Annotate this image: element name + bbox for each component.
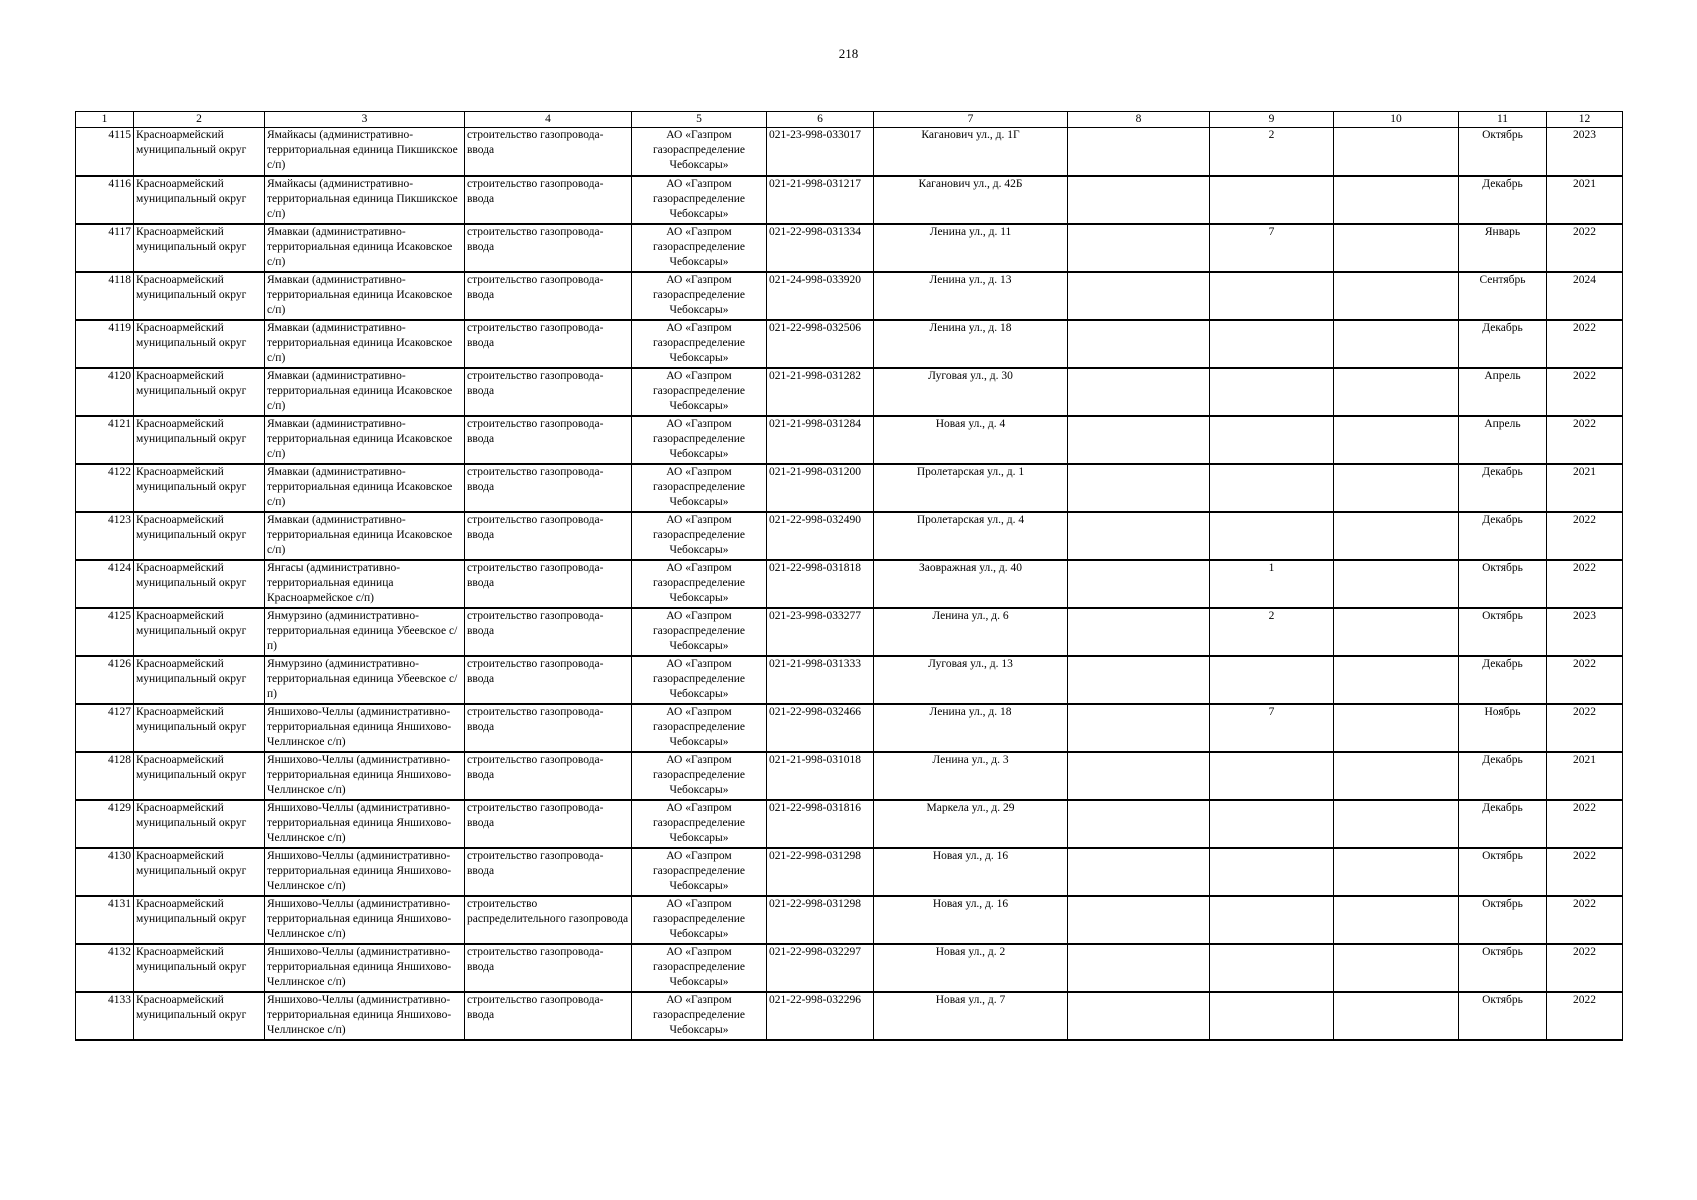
year-cell: 2023	[1547, 608, 1623, 656]
organization-cell: АО «Газпром газораспределение Чебоксары»	[632, 896, 767, 944]
organization-cell: АО «Газпром газораспределение Чебоксары»	[632, 368, 767, 416]
work-type-cell: строительство газопровода-ввода	[465, 560, 632, 608]
work-type-cell: строительство газопровода-ввода	[465, 992, 632, 1040]
column-header-12: 12	[1547, 112, 1623, 128]
organization-cell: АО «Газпром газораспределение Чебоксары»	[632, 752, 767, 800]
address-cell: Новая ул., д. 16	[874, 896, 1068, 944]
district-cell: Красноармейский муниципальный округ	[134, 656, 265, 704]
row-number: 4130	[76, 848, 134, 896]
locality-cell: Ямавкаи (административно-территориальная единица Исаковское с/п)	[265, 272, 465, 320]
organization-cell: АО «Газпром газораспределение Чебоксары»	[632, 560, 767, 608]
district-cell: Красноармейский муниципальный округ	[134, 848, 265, 896]
work-type-cell: строительство газопровода-ввода	[465, 752, 632, 800]
object-code-cell: 021-21-998-031217	[767, 176, 874, 224]
column-9-cell	[1210, 464, 1334, 512]
column-header-2: 2	[134, 112, 265, 128]
column-8-cell	[1068, 800, 1210, 848]
column-8-cell	[1068, 992, 1210, 1040]
locality-cell: Ямавкаи (административно-территориальная единица Исаковское с/п)	[265, 416, 465, 464]
month-cell: Декабрь	[1459, 320, 1547, 368]
column-8-cell	[1068, 944, 1210, 992]
column-8-cell	[1068, 752, 1210, 800]
address-cell: Новая ул., д. 7	[874, 992, 1068, 1040]
column-header-4: 4	[465, 112, 632, 128]
column-header-5: 5	[632, 112, 767, 128]
column-10-cell	[1334, 752, 1459, 800]
address-cell: Новая ул., д. 16	[874, 848, 1068, 896]
column-8-cell	[1068, 608, 1210, 656]
district-cell: Красноармейский муниципальный округ	[134, 992, 265, 1040]
table-row	[76, 416, 1623, 464]
address-cell: Каганович ул., д. 42Б	[874, 176, 1068, 224]
organization-cell: АО «Газпром газораспределение Чебоксары»	[632, 464, 767, 512]
row-number: 4122	[76, 464, 134, 512]
row-number: 4124	[76, 560, 134, 608]
column-9-cell: 7	[1210, 704, 1334, 752]
work-type-cell: строительство газопровода-ввода	[465, 848, 632, 896]
column-9-cell	[1210, 368, 1334, 416]
month-cell: Апрель	[1459, 368, 1547, 416]
column-10-cell	[1334, 272, 1459, 320]
year-cell: 2024	[1547, 272, 1623, 320]
address-cell: Ленина ул., д. 11	[874, 224, 1068, 272]
column-8-cell	[1068, 560, 1210, 608]
column-10-cell	[1334, 368, 1459, 416]
address-cell: Ленина ул., д. 18	[874, 704, 1068, 752]
object-code-cell: 021-22-998-032490	[767, 512, 874, 560]
column-8-cell	[1068, 416, 1210, 464]
locality-cell: Яншихово-Челлы (административно-территориальная единица Яншихово-Челлинское с/п)	[265, 944, 465, 992]
row-number: 4123	[76, 512, 134, 560]
district-cell: Красноармейский муниципальный округ	[134, 224, 265, 272]
work-type-cell: строительство газопровода-ввода	[465, 320, 632, 368]
object-code-cell: 021-22-998-031298	[767, 896, 874, 944]
column-10-cell	[1334, 944, 1459, 992]
organization-cell: АО «Газпром газораспределение Чебоксары»	[632, 704, 767, 752]
month-cell: Октябрь	[1459, 896, 1547, 944]
column-header-7: 7	[874, 112, 1068, 128]
organization-cell: АО «Газпром газораспределение Чебоксары»	[632, 128, 767, 176]
address-cell: Каганович ул., д. 1Г	[874, 128, 1068, 176]
district-cell: Красноармейский муниципальный округ	[134, 368, 265, 416]
column-header-1: 1	[76, 112, 134, 128]
row-number: 4129	[76, 800, 134, 848]
column-9-cell	[1210, 320, 1334, 368]
column-10-cell	[1334, 416, 1459, 464]
month-cell: Октябрь	[1459, 560, 1547, 608]
column-8-cell	[1068, 704, 1210, 752]
table-header	[76, 112, 1623, 128]
table-row	[76, 704, 1623, 752]
organization-cell: АО «Газпром газораспределение Чебоксары»	[632, 416, 767, 464]
organization-cell: АО «Газпром газораспределение Чебоксары»	[632, 320, 767, 368]
month-cell: Октябрь	[1459, 608, 1547, 656]
column-9-cell	[1210, 800, 1334, 848]
district-cell: Красноармейский муниципальный округ	[134, 512, 265, 560]
year-cell: 2022	[1547, 944, 1623, 992]
column-10-cell	[1334, 992, 1459, 1040]
locality-cell: Янмурзино (административно-территориальная единица Убеевское с/п)	[265, 608, 465, 656]
object-code-cell: 021-21-998-031333	[767, 656, 874, 704]
month-cell: Октябрь	[1459, 848, 1547, 896]
object-code-cell: 021-22-998-031334	[767, 224, 874, 272]
month-cell: Октябрь	[1459, 992, 1547, 1040]
column-10-cell	[1334, 896, 1459, 944]
table-row	[76, 896, 1623, 944]
month-cell: Апрель	[1459, 416, 1547, 464]
organization-cell: АО «Газпром газораспределение Чебоксары»	[632, 800, 767, 848]
organization-cell: АО «Газпром газораспределение Чебоксары»	[632, 944, 767, 992]
address-cell: Ленина ул., д. 3	[874, 752, 1068, 800]
column-9-cell	[1210, 992, 1334, 1040]
row-number: 4127	[76, 704, 134, 752]
address-cell: Заовражная ул., д. 40	[874, 560, 1068, 608]
row-number: 4120	[76, 368, 134, 416]
year-cell: 2022	[1547, 560, 1623, 608]
column-10-cell	[1334, 464, 1459, 512]
work-type-cell: строительство газопровода-ввода	[465, 800, 632, 848]
address-cell: Ленина ул., д. 13	[874, 272, 1068, 320]
column-9-cell	[1210, 272, 1334, 320]
column-10-cell	[1334, 512, 1459, 560]
organization-cell: АО «Газпром газораспределение Чебоксары»	[632, 224, 767, 272]
organization-cell: АО «Газпром газораспределение Чебоксары»	[632, 992, 767, 1040]
locality-cell: Яншихово-Челлы (административно-территориальная единица Яншихово-Челлинское с/п)	[265, 752, 465, 800]
table-row	[76, 560, 1623, 608]
address-cell: Ленина ул., д. 18	[874, 320, 1068, 368]
address-cell: Луговая ул., д. 30	[874, 368, 1068, 416]
locality-cell: Ямавкаи (административно-территориальная единица Исаковское с/п)	[265, 368, 465, 416]
month-cell: Декабрь	[1459, 656, 1547, 704]
year-cell: 2022	[1547, 368, 1623, 416]
table-row	[76, 512, 1623, 560]
row-number: 4131	[76, 896, 134, 944]
district-cell: Красноармейский муниципальный округ	[134, 176, 265, 224]
year-cell: 2022	[1547, 656, 1623, 704]
object-code-cell: 021-22-998-032296	[767, 992, 874, 1040]
table-row	[76, 224, 1623, 272]
locality-cell: Ямавкаи (административно-территориальная единица Исаковское с/п)	[265, 224, 465, 272]
object-code-cell: 021-22-998-031298	[767, 848, 874, 896]
locality-cell: Янгасы (административно-территориальная единица Красноармейское с/п)	[265, 560, 465, 608]
work-type-cell: строительство газопровода-ввода	[465, 128, 632, 176]
locality-cell: Яншихово-Челлы (административно-территориальная единица Яншихово-Челлинское с/п)	[265, 992, 465, 1040]
column-8-cell	[1068, 512, 1210, 560]
work-type-cell: строительство газопровода-ввода	[465, 272, 632, 320]
address-cell: Новая ул., д. 4	[874, 416, 1068, 464]
object-code-cell: 021-23-998-033017	[767, 128, 874, 176]
column-8-cell	[1068, 848, 1210, 896]
locality-cell: Яншихово-Челлы (административно-территориальная единица Яншихово-Челлинское с/п)	[265, 704, 465, 752]
column-9-cell: 2	[1210, 128, 1334, 176]
column-9-cell: 7	[1210, 224, 1334, 272]
work-type-cell: строительство газопровода-ввода	[465, 416, 632, 464]
month-cell: Декабрь	[1459, 752, 1547, 800]
year-cell: 2023	[1547, 128, 1623, 176]
work-type-cell: строительство газопровода-ввода	[465, 368, 632, 416]
object-code-cell: 021-22-998-032297	[767, 944, 874, 992]
locality-cell: Яншихово-Челлы (административно-территориальная единица Яншихово-Челлинское с/п)	[265, 896, 465, 944]
month-cell: Сентябрь	[1459, 272, 1547, 320]
row-number: 4115	[76, 128, 134, 176]
address-cell: Маркела ул., д. 29	[874, 800, 1068, 848]
month-cell: Декабрь	[1459, 176, 1547, 224]
column-header-9: 9	[1210, 112, 1334, 128]
work-type-cell: строительство газопровода-ввода	[465, 656, 632, 704]
row-number: 4121	[76, 416, 134, 464]
column-10-cell	[1334, 128, 1459, 176]
address-cell: Пролетарская ул., д. 1	[874, 464, 1068, 512]
table-row	[76, 944, 1623, 992]
work-type-cell: строительство газопровода-ввода	[465, 704, 632, 752]
table-row	[76, 752, 1623, 800]
work-type-cell: строительство газопровода-ввода	[465, 608, 632, 656]
table-row	[76, 368, 1623, 416]
row-number: 4118	[76, 272, 134, 320]
row-number: 4133	[76, 992, 134, 1040]
month-cell: Декабрь	[1459, 464, 1547, 512]
locality-cell: Ямайкасы (административно-территориальная единица Пикшикское с/п)	[265, 176, 465, 224]
column-header-6: 6	[767, 112, 874, 128]
column-8-cell	[1068, 176, 1210, 224]
table-row	[76, 656, 1623, 704]
district-cell: Красноармейский муниципальный округ	[134, 944, 265, 992]
district-cell: Красноармейский муниципальный округ	[134, 320, 265, 368]
address-cell: Новая ул., д. 2	[874, 944, 1068, 992]
column-header-3: 3	[265, 112, 465, 128]
column-10-cell	[1334, 800, 1459, 848]
column-header-11: 11	[1459, 112, 1547, 128]
district-cell: Красноармейский муниципальный округ	[134, 464, 265, 512]
organization-cell: АО «Газпром газораспределение Чебоксары»	[632, 512, 767, 560]
table-row	[76, 176, 1623, 224]
year-cell: 2022	[1547, 512, 1623, 560]
column-10-cell	[1334, 560, 1459, 608]
object-code-cell: 021-21-998-031282	[767, 368, 874, 416]
work-type-cell: строительство газопровода-ввода	[465, 512, 632, 560]
district-cell: Красноармейский муниципальный округ	[134, 608, 265, 656]
year-cell: 2022	[1547, 704, 1623, 752]
locality-cell: Яншихово-Челлы (административно-территориальная единица Яншихово-Челлинское с/п)	[265, 800, 465, 848]
object-code-cell: 021-23-998-033277	[767, 608, 874, 656]
column-9-cell: 2	[1210, 608, 1334, 656]
row-number: 4119	[76, 320, 134, 368]
column-10-cell	[1334, 320, 1459, 368]
work-type-cell: строительство газопровода-ввода	[465, 944, 632, 992]
table-row	[76, 848, 1623, 896]
row-number: 4117	[76, 224, 134, 272]
district-cell: Красноармейский муниципальный округ	[134, 800, 265, 848]
column-8-cell	[1068, 896, 1210, 944]
month-cell: Октябрь	[1459, 128, 1547, 176]
column-9-cell	[1210, 896, 1334, 944]
row-number: 4128	[76, 752, 134, 800]
column-8-cell	[1068, 656, 1210, 704]
month-cell: Декабрь	[1459, 800, 1547, 848]
year-cell: 2022	[1547, 848, 1623, 896]
column-9-cell	[1210, 176, 1334, 224]
column-header-8: 8	[1068, 112, 1210, 128]
object-code-cell: 021-22-998-031818	[767, 560, 874, 608]
locality-cell: Яншихово-Челлы (административно-территориальная единица Яншихово-Челлинское с/п)	[265, 848, 465, 896]
object-code-cell: 021-21-998-031284	[767, 416, 874, 464]
gas-pipeline-registry-table	[75, 111, 1623, 1041]
column-10-cell	[1334, 608, 1459, 656]
year-cell: 2022	[1547, 896, 1623, 944]
locality-cell: Ямавкаи (административно-территориальная единица Исаковское с/п)	[265, 464, 465, 512]
object-code-cell: 021-22-998-032466	[767, 704, 874, 752]
row-number: 4116	[76, 176, 134, 224]
district-cell: Красноармейский муниципальный округ	[134, 704, 265, 752]
locality-cell: Ямайкасы (административно-территориальная единица Пикшикское с/п)	[265, 128, 465, 176]
organization-cell: АО «Газпром газораспределение Чебоксары»	[632, 272, 767, 320]
year-cell: 2022	[1547, 224, 1623, 272]
page-number: 218	[838, 46, 859, 61]
organization-cell: АО «Газпром газораспределение Чебоксары»	[632, 608, 767, 656]
district-cell: Красноармейский муниципальный округ	[134, 416, 265, 464]
year-cell: 2022	[1547, 416, 1623, 464]
column-8-cell	[1068, 464, 1210, 512]
locality-cell: Ямавкаи (административно-территориальная единица Исаковское с/п)	[265, 320, 465, 368]
column-9-cell: 1	[1210, 560, 1334, 608]
organization-cell: АО «Газпром газораспределение Чебоксары»	[632, 848, 767, 896]
object-code-cell: 021-21-998-031018	[767, 752, 874, 800]
column-10-cell	[1334, 848, 1459, 896]
district-cell: Красноармейский муниципальный округ	[134, 752, 265, 800]
month-cell: Январь	[1459, 224, 1547, 272]
address-cell: Ленина ул., д. 6	[874, 608, 1068, 656]
year-cell: 2022	[1547, 992, 1623, 1040]
address-cell: Луговая ул., д. 13	[874, 656, 1068, 704]
table-row	[76, 608, 1623, 656]
row-number: 4132	[76, 944, 134, 992]
month-cell: Октябрь	[1459, 944, 1547, 992]
object-code-cell: 021-22-998-031816	[767, 800, 874, 848]
district-cell: Красноармейский муниципальный округ	[134, 560, 265, 608]
work-type-cell: строительство газопровода-ввода	[465, 464, 632, 512]
year-cell: 2021	[1547, 176, 1623, 224]
table-row	[76, 272, 1623, 320]
header-row	[76, 112, 1623, 128]
table-row	[76, 320, 1623, 368]
organization-cell: АО «Газпром газораспределение Чебоксары»	[632, 656, 767, 704]
column-9-cell	[1210, 848, 1334, 896]
column-10-cell	[1334, 656, 1459, 704]
column-9-cell	[1210, 656, 1334, 704]
year-cell: 2021	[1547, 752, 1623, 800]
object-code-cell: 021-21-998-031200	[767, 464, 874, 512]
table-body	[76, 128, 1623, 1040]
year-cell: 2022	[1547, 320, 1623, 368]
column-10-cell	[1334, 224, 1459, 272]
district-cell: Красноармейский муниципальный округ	[134, 128, 265, 176]
object-code-cell: 021-22-998-032506	[767, 320, 874, 368]
row-number: 4126	[76, 656, 134, 704]
address-cell: Пролетарская ул., д. 4	[874, 512, 1068, 560]
column-8-cell	[1068, 272, 1210, 320]
work-type-cell: строительство газопровода-ввода	[465, 224, 632, 272]
row-number: 4125	[76, 608, 134, 656]
locality-cell: Янмурзино (административно-территориальная единица Убеевское с/п)	[265, 656, 465, 704]
month-cell: Ноябрь	[1459, 704, 1547, 752]
table-row	[76, 464, 1623, 512]
column-8-cell	[1068, 128, 1210, 176]
year-cell: 2021	[1547, 464, 1623, 512]
month-cell: Декабрь	[1459, 512, 1547, 560]
work-type-cell: строительство газопровода-ввода	[465, 176, 632, 224]
locality-cell: Ямавкаи (административно-территориальная единица Исаковское с/п)	[265, 512, 465, 560]
table-row	[76, 992, 1623, 1040]
object-code-cell: 021-24-998-033920	[767, 272, 874, 320]
column-header-10: 10	[1334, 112, 1459, 128]
table-row	[76, 800, 1623, 848]
column-10-cell	[1334, 704, 1459, 752]
column-10-cell	[1334, 176, 1459, 224]
table-row	[76, 128, 1623, 176]
column-9-cell	[1210, 752, 1334, 800]
column-9-cell	[1210, 512, 1334, 560]
column-8-cell	[1068, 368, 1210, 416]
column-9-cell	[1210, 944, 1334, 992]
district-cell: Красноармейский муниципальный округ	[134, 272, 265, 320]
column-9-cell	[1210, 416, 1334, 464]
organization-cell: АО «Газпром газораспределение Чебоксары»	[632, 176, 767, 224]
column-8-cell	[1068, 320, 1210, 368]
work-type-cell: строительство распределительного газопровода	[465, 896, 632, 944]
district-cell: Красноармейский муниципальный округ	[134, 896, 265, 944]
column-8-cell	[1068, 224, 1210, 272]
year-cell: 2022	[1547, 800, 1623, 848]
